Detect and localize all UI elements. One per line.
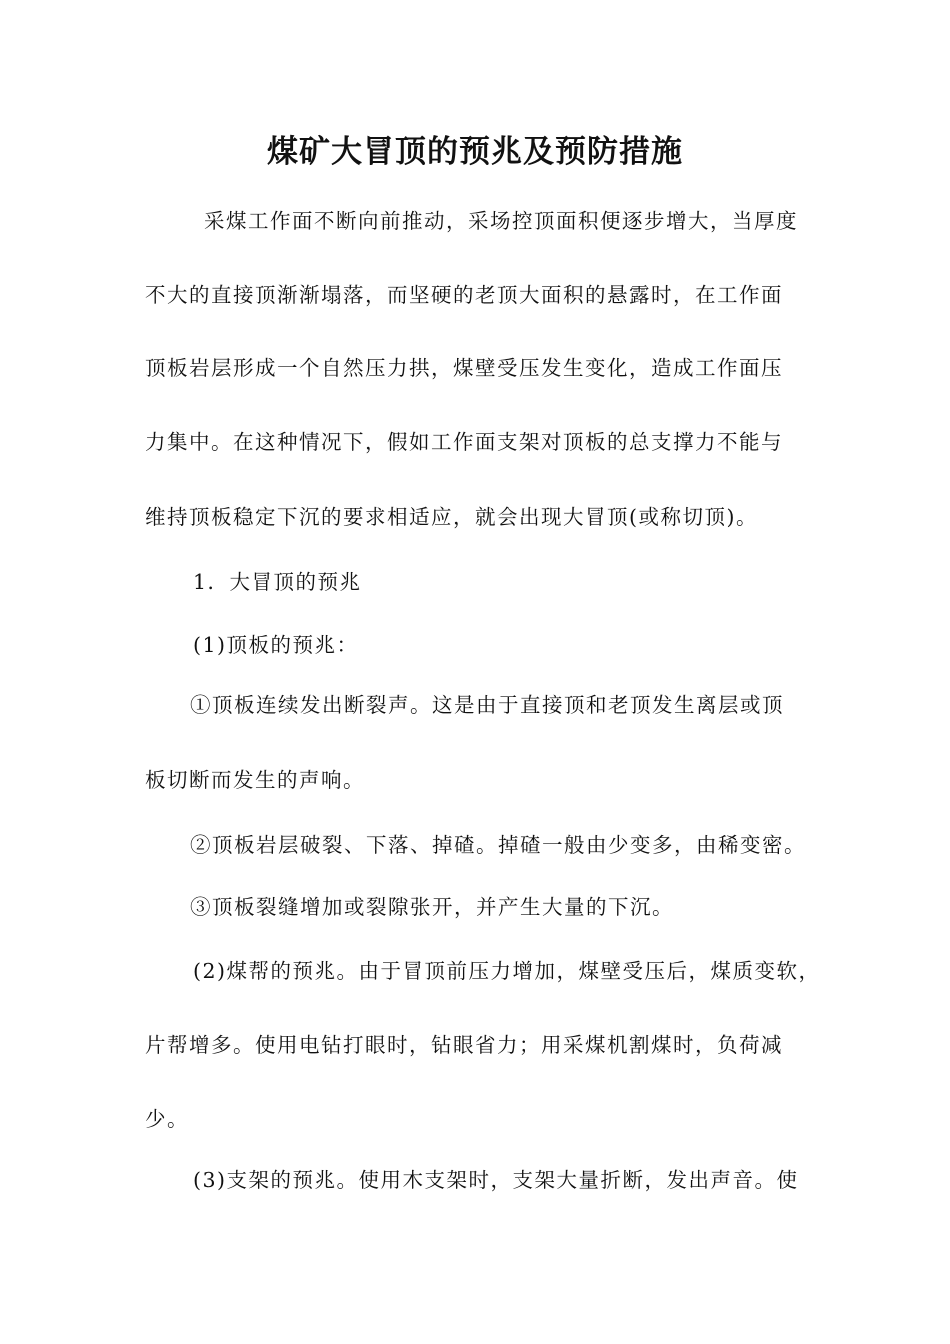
section-heading: 1．大冒顶的预兆 <box>193 570 362 594</box>
list-item: ①顶板连续发出断裂声。这是由于直接顶和老顶发生离层或顶 <box>190 693 784 717</box>
paragraph-line: 采煤工作面不断向前推动，采场控顶面积便逐步增大，当厚度 <box>204 209 798 233</box>
list-item: ②顶板岩层破裂、下落、掉碴。掉碴一般由少变多，由稀变密。 <box>190 833 806 857</box>
document-title: 煤矿大冒顶的预兆及预防措施 <box>267 134 683 170</box>
paragraph-line: 少。 <box>145 1107 189 1131</box>
paragraph-line: 片帮增多。使用电钻打眼时，钻眼省力；用采煤机割煤时，负荷减 <box>145 1033 783 1057</box>
subsection-heading: (3)支架的预兆。使用木支架时，支架大量折断，发出声音。使 <box>193 1168 799 1192</box>
subsection-heading: (2)煤帮的预兆。由于冒顶前压力增加，煤壁受压后，煤质变软， <box>193 959 821 983</box>
paragraph-line: 顶板岩层形成一个自然压力拱，煤壁受压发生变化，造成工作面压 <box>145 356 783 380</box>
paragraph-line: 不大的直接顶渐渐塌落，而坚硬的老顶大面积的悬露时，在工作面 <box>145 283 783 307</box>
list-item: ③顶板裂缝增加或裂隙张开，并产生大量的下沉。 <box>190 895 674 919</box>
paragraph-line: 维持顶板稳定下沉的要求相适应，就会出现大冒顶(或称切顶)。 <box>145 505 758 529</box>
subsection-heading: (1)顶板的预兆： <box>193 633 359 657</box>
paragraph-line: 板切断而发生的声响。 <box>145 768 365 792</box>
paragraph-line: 力集中。在这种情况下，假如工作面支架对顶板的总支撑力不能与 <box>145 430 783 454</box>
